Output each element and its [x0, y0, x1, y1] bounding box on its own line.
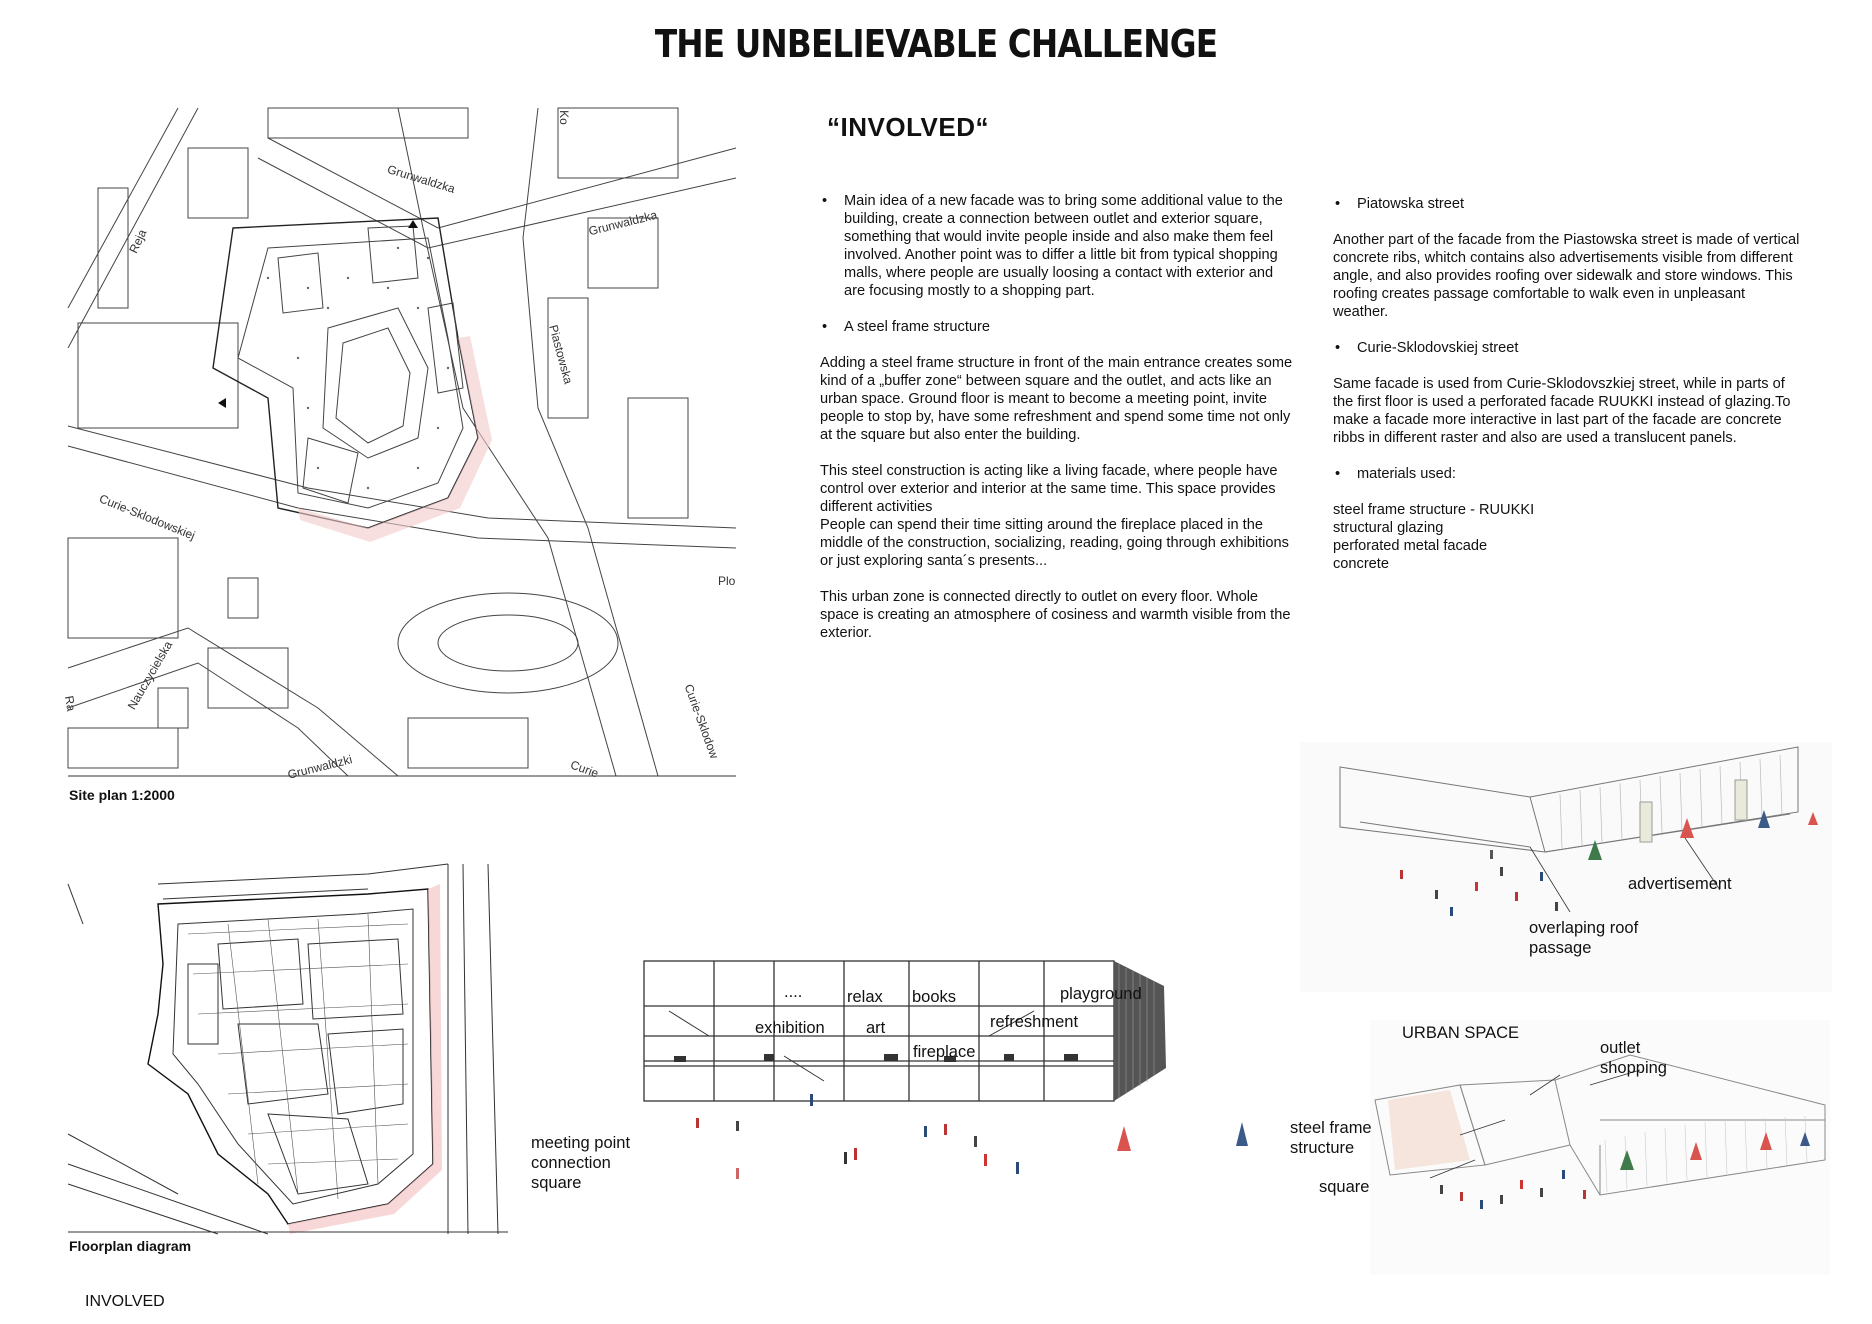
curie-heading: Curie-Sklodovskiej street — [1357, 340, 1519, 356]
square-label: square — [1319, 1178, 1370, 1196]
footer-label: INVOLVED — [85, 1293, 165, 1310]
section-drawing — [644, 956, 1284, 1206]
outlet-label-line: outlet — [1600, 1039, 1641, 1057]
section-label-playground: playground — [1060, 985, 1142, 1003]
street-label-curie: Curie-Sklodowskiej — [97, 491, 198, 543]
page-title: THE UNBELIEVABLE CHALLENGE — [654, 22, 1218, 66]
urban-zone-paragraph: This urban zone is connected directly to outlet on every floor. Whole space is creating an atmosphere of cosiness and warmth visible from the exterior. — [820, 589, 1291, 641]
overlap-label-line: passage — [1529, 939, 1592, 957]
living-facade-paragraph: This steel construction is acting like a living facade, where people have control over exterior and interior at the same time. This space provides different activities — [820, 463, 1278, 515]
material-item: steel frame structure - RUUKKI — [1333, 502, 1535, 518]
section-label-art: art — [866, 1019, 886, 1037]
activities-paragraph: People can spend their time sitting around the fireplace placed in the middle of the construction, socializing, reading, going through exhibitions or just exploring santa´s presents... — [820, 517, 1289, 569]
curie-paragraph: Same facade is used from Curie-Sklodovszkiej street, while in parts of the first floor is used a perforated facade RUUKKI instead of glazing.To make a facade more interactive in last part of the facade are concrete ribbs in different raster and also are used a translucent panels. — [1333, 376, 1791, 446]
bullet-steel-frame: • A steel frame structure — [822, 319, 990, 335]
street-label-piastowska: Piastowska — [546, 323, 576, 386]
material-item: perforated metal facade — [1333, 538, 1488, 554]
text-column-left — [820, 192, 1295, 660]
urban-space-label: URBAN SPACE — [1402, 1024, 1520, 1042]
section-label-refreshment: refreshment — [990, 1013, 1079, 1031]
section-label-relax: relax — [847, 988, 883, 1006]
section-label-fireplace: fireplace — [913, 1043, 976, 1061]
street-label-nauczycielska: Nauczycielska — [124, 638, 176, 712]
bullet-piatowska: • Piatowska street — [1335, 196, 1465, 212]
section-label-books: books — [912, 988, 957, 1006]
meeting-label-line: square — [531, 1174, 582, 1192]
main-idea-text: Main idea of a new facade was to bring some additional value to the building, create a connection between outlet and exterior square, something that would invite people inside and also make them feel involved. Another point was to differ a little bit from typical shopping malls, where people are usually loosing a contact with exterior and are focusing mostly to a shopping part. — [844, 193, 1283, 299]
axonometric-bottom-drawing — [1300, 1020, 1832, 1280]
street-label-curie: Curie-Sklodow — [681, 682, 722, 761]
meeting-label-line: meeting point — [531, 1134, 631, 1152]
street-label-reja: Reja — [126, 227, 150, 256]
piatowska-paragraph: Another part of the facade from the Piastowska street is made of vertical concrete ribs, whitch contains also advertisements visible from different angle, and also provides roofing over sidewalk and store windows. This roofing creates passage comfortable to walk even in unpleasant weather. — [1333, 232, 1800, 320]
street-label-curie: Curie — [568, 757, 601, 781]
bullet-materials: • materials used: — [1335, 466, 1456, 482]
floorplan-caption: Floorplan diagram — [69, 1238, 192, 1254]
advertisement-label: advertisement — [1628, 875, 1732, 893]
people-figures — [696, 1094, 1019, 1179]
street-label-grunwaldzki: Grunwaldzki — [286, 752, 354, 782]
section-label-exhibition: exhibition — [755, 1019, 825, 1037]
steel-frame-label-line: structure — [1290, 1139, 1355, 1157]
bullet-curie: • Curie-Sklodovskiej street — [1335, 340, 1519, 356]
piatowska-heading: Piatowska street — [1357, 196, 1465, 212]
street-label-grunwaldzka: Grunwaldzka — [385, 162, 457, 196]
meeting-label-line: connection — [531, 1154, 611, 1172]
steel-frame-paragraph: Adding a steel frame structure in front of the main entrance creates some kind of a „buffer zone“ between square and the outlet, and acts like an urban space. Ground floor is meant to become a meeting point, invite people to stop by, have some refreshment and spend some time not only at the square but also enter the building. — [820, 355, 1293, 443]
floorplan-drawing — [68, 864, 508, 1234]
concept-heading: “INVOLVED“ — [827, 112, 989, 142]
street-label-ra: Ra — [61, 694, 79, 713]
site-plan-caption: Site plan 1:2000 — [69, 787, 175, 803]
bullet-main-idea: • Main idea of a new facade was to bring some additional value to the building, create a connection between outlet and exterior square, something that would invite people inside and also make them feel involved. Another point was to differ a little bit from typical shopping malls, where people are usually loosing a contact with exterior and are focusing mostly to a shopping part. — [820, 192, 1295, 300]
street-label-plo: Plo — [718, 574, 736, 588]
street-label-grunwaldzka: Grunwaldzka — [587, 207, 659, 239]
steel-frame-heading: A steel frame structure — [844, 319, 990, 335]
site-plan-drawing — [68, 108, 736, 776]
text-column-right — [1333, 195, 1803, 573]
materials-heading: materials used: — [1357, 466, 1456, 482]
overlap-label-line: overlaping roof — [1529, 919, 1639, 937]
street-label-ko: Ko — [556, 110, 571, 125]
material-item: structural glazing — [1333, 520, 1444, 536]
material-item: concrete — [1333, 556, 1389, 572]
outlet-label-line: shopping — [1600, 1059, 1667, 1077]
steel-frame-label-line: steel frame — [1290, 1119, 1372, 1137]
section-label-dots: .... — [784, 983, 803, 1001]
